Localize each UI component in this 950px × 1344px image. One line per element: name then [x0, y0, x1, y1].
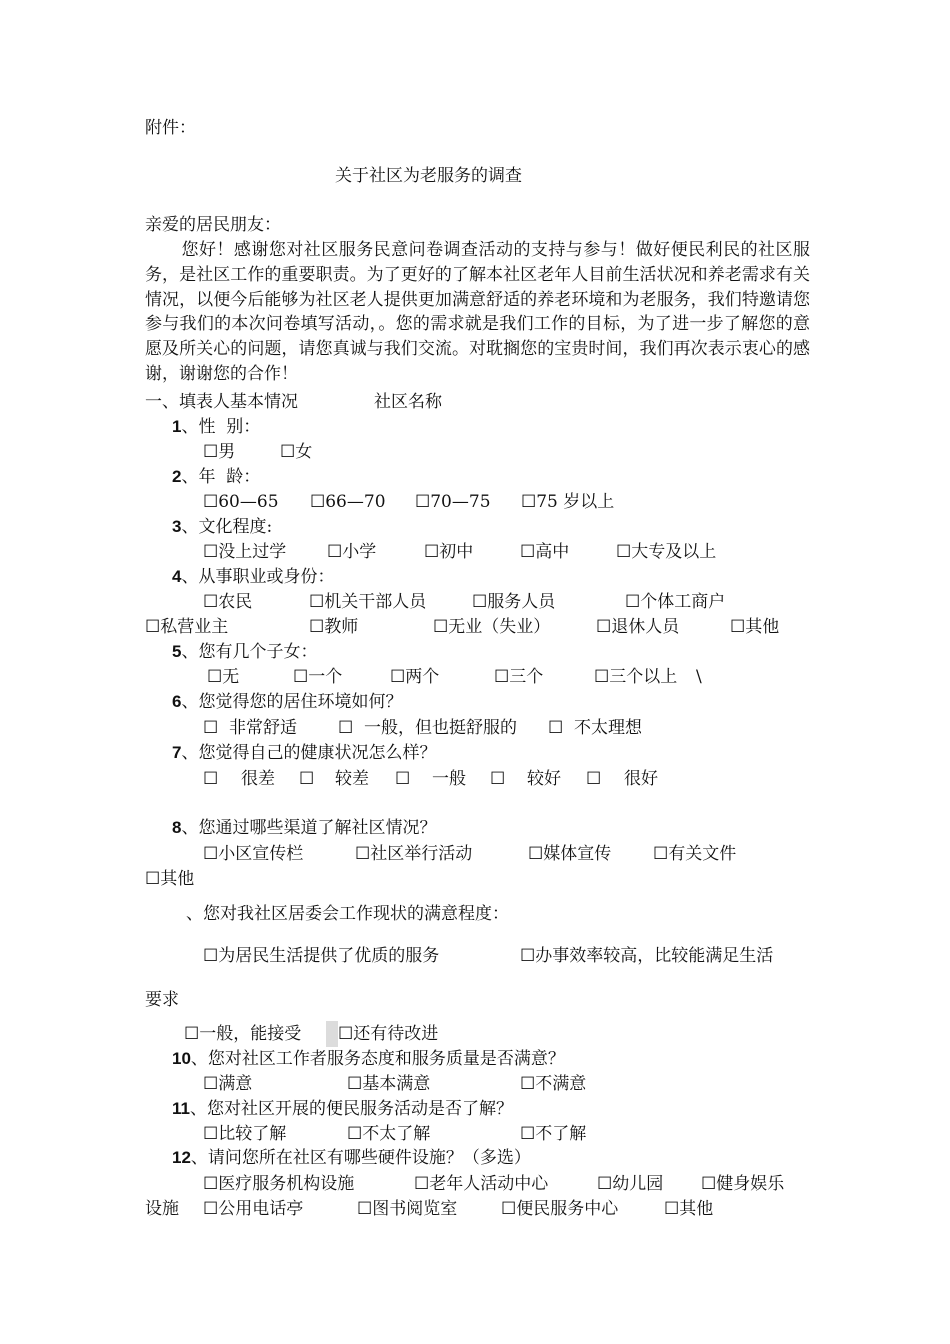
- q9-option-4[interactable]: ☐还有待改进: [338, 1024, 439, 1044]
- q5-option-3[interactable]: ☐两个: [390, 667, 440, 687]
- q4-option-5[interactable]: ☐私营业主: [145, 617, 229, 637]
- q4-label: 、从事职业或身份：: [181, 567, 335, 587]
- q7-number: 7: [172, 743, 182, 762]
- page-title: 关于社区为老服务的调查: [335, 166, 522, 186]
- q2-number: 2: [172, 467, 182, 486]
- q11-option-2[interactable]: ☐不太了解: [347, 1124, 431, 1144]
- q12-option-4-continued: 设施: [145, 1199, 179, 1219]
- q2-question: [172, 465, 260, 489]
- q10-number: 10: [172, 1049, 191, 1068]
- q11-number: 11: [172, 1099, 190, 1118]
- q2-label: 、年 龄：: [181, 467, 261, 487]
- q11-option-3[interactable]: ☐不了解: [520, 1124, 587, 1144]
- q5-label: 、您有几个子女：: [181, 642, 318, 662]
- q2-option-3[interactable]: ☐70—75: [415, 492, 491, 512]
- q7-option-5: 很好: [624, 769, 658, 789]
- q3-number: 3: [172, 517, 182, 536]
- q4-option-6[interactable]: ☐教师: [309, 617, 359, 637]
- q9-question: 、您对我社区居委会工作现状的满意程度：: [186, 904, 509, 924]
- q4-number: 4: [172, 567, 182, 586]
- q6-question: [172, 690, 402, 714]
- q3-option-4[interactable]: ☐高中: [520, 542, 570, 562]
- q12-option-5[interactable]: ☐公用电话亭: [203, 1199, 304, 1219]
- q12-option-7[interactable]: ☐便民服务中心: [501, 1199, 619, 1219]
- q7-question: [172, 741, 436, 765]
- q7-checkbox-2[interactable]: ☐: [299, 769, 315, 789]
- q3-option-5[interactable]: ☐大专及以上: [616, 542, 717, 562]
- q12-option-6[interactable]: ☐图书阅览室: [357, 1199, 458, 1219]
- q6-option-1[interactable]: ☐ 非常舒适: [203, 718, 298, 738]
- q3-question: [172, 515, 272, 539]
- q2-option-4[interactable]: ☐75 岁以上: [521, 492, 615, 512]
- q8-option-4[interactable]: ☐有关文件: [653, 844, 737, 864]
- q12-question: [172, 1146, 531, 1170]
- q4-option-1[interactable]: ☐农民: [203, 592, 253, 612]
- q11-label: 、您对社区开展的便民服务活动是否了解？: [189, 1099, 513, 1119]
- q4-option-8[interactable]: ☐退休人员: [596, 617, 680, 637]
- q4-option-4[interactable]: ☐个体工商户: [625, 592, 726, 612]
- q4-question: [172, 565, 334, 589]
- q4-option-7[interactable]: ☐无业（失业）: [433, 617, 551, 637]
- q11-option-1[interactable]: ☐比较了解: [203, 1124, 287, 1144]
- q7-checkbox-3[interactable]: ☐: [395, 769, 411, 789]
- q11-question: [172, 1097, 513, 1121]
- q7-option-3: 一般: [432, 769, 466, 789]
- q6-option-3[interactable]: ☐ 不太理想: [548, 718, 643, 738]
- q7-label: 、您觉得自己的健康状况怎么样？: [181, 743, 437, 763]
- q7-checkbox-5[interactable]: ☐: [586, 769, 602, 789]
- q5-option-1[interactable]: ☐无: [207, 667, 240, 687]
- q8-option-2[interactable]: ☐社区举行活动: [355, 844, 473, 864]
- highlight-mark: [326, 1021, 338, 1047]
- q7-option-1: 很差: [241, 769, 275, 789]
- greeting: 亲爱的居民朋友：: [145, 215, 281, 235]
- q12-label: 、请问您所在社区有哪些硬件设施？（多选）: [190, 1148, 531, 1168]
- q10-label: 、您对社区工作者服务态度和服务质量是否满意？: [190, 1049, 565, 1069]
- q2-option-1[interactable]: ☐60—65: [203, 492, 279, 512]
- q10-question: [172, 1047, 565, 1071]
- attachment-label: 附件：: [145, 118, 196, 138]
- intro-paragraph: [145, 238, 810, 387]
- q6-label: 、您觉得您的居住环境如何？: [181, 692, 403, 712]
- q8-option-3[interactable]: ☐媒体宣传: [528, 844, 612, 864]
- q12-number: 12: [172, 1148, 191, 1167]
- q10-option-1[interactable]: ☐满意: [203, 1074, 253, 1094]
- q8-option-5[interactable]: ☐其他: [145, 869, 195, 889]
- community-name-label: 社区名称: [374, 392, 442, 412]
- q5-option-5[interactable]: ☐三个以上: [594, 667, 678, 687]
- q6-option-2[interactable]: ☐ 一般，但也挺舒服的: [338, 718, 518, 738]
- q8-label: 、您通过哪些渠道了解社区情况？: [181, 818, 437, 838]
- q4-option-9[interactable]: ☐其他: [730, 617, 780, 637]
- q3-option-2[interactable]: ☐小学: [327, 542, 377, 562]
- q3-label: 、文化程度:: [181, 517, 273, 537]
- q9-option-3[interactable]: ☐一般，能接受: [184, 1024, 302, 1044]
- q12-option-1[interactable]: ☐医疗服务机构设施: [203, 1174, 355, 1194]
- q1-number: 1: [172, 417, 182, 436]
- q9-option-1[interactable]: ☐为居民生活提供了优质的服务: [203, 946, 440, 966]
- q12-option-3[interactable]: ☐幼儿园: [597, 1174, 664, 1194]
- q5-option-4[interactable]: ☐三个: [494, 667, 544, 687]
- q5-option-2[interactable]: ☐一个: [293, 667, 343, 687]
- q7-checkbox-4[interactable]: ☐: [490, 769, 506, 789]
- q10-option-2[interactable]: ☐基本满意: [347, 1074, 431, 1094]
- q1-option-male[interactable]: ☐男: [203, 442, 236, 462]
- q4-option-2[interactable]: ☐机关干部人员: [309, 592, 427, 612]
- q3-option-1[interactable]: ☐没上过学: [203, 542, 287, 562]
- q1-option-female[interactable]: ☐女: [280, 442, 313, 462]
- q8-number: 8: [172, 818, 182, 837]
- q1-question: [172, 415, 260, 439]
- q3-option-3[interactable]: ☐初中: [424, 542, 474, 562]
- q8-question: [172, 816, 436, 840]
- q7-option-2: 较差: [335, 769, 369, 789]
- q12-option-8[interactable]: ☐其他: [664, 1199, 714, 1219]
- q4-option-3[interactable]: ☐服务人员: [472, 592, 556, 612]
- intro-text: 您好！感谢您对社区服务民意问卷调查活动的支持与参与！做好便民利民的社区服务，是社区工作的重要职责。为了更好的了解本社区老年人目前生活状况和养老需求有关情况，以便今后能够为社区老人提供更加满意舒适的养老环境和为老服务，我们特邀请您参与我们的本次问卷填写活动，。您的需求就是我们工作的目标，为了进一步了解您的意愿及所关心的问题，请您真诚与我们交流。对耽搁您的宝贵时间，我们再次表示衷心的感谢，谢谢您的合作！: [145, 240, 810, 384]
- q6-number: 6: [172, 692, 182, 711]
- q7-checkbox-1[interactable]: ☐: [203, 769, 219, 789]
- q1-label: 、性 别：: [181, 417, 261, 437]
- q10-option-3[interactable]: ☐不满意: [520, 1074, 587, 1094]
- q5-backslash: \: [696, 667, 702, 687]
- q8-option-1[interactable]: ☐小区宣传栏: [203, 844, 304, 864]
- q9-option-2[interactable]: ☐办事效率较高，比较能满足生活: [520, 946, 774, 966]
- q5-number: 5: [172, 642, 182, 661]
- section1-heading: 一、填表人基本情况: [145, 392, 298, 412]
- q5-question: [172, 640, 317, 664]
- q12-option-2[interactable]: ☐老年人活动中心: [414, 1174, 549, 1194]
- q7-option-4: 较好: [527, 769, 561, 789]
- q9-option-2-continued: 要求: [145, 990, 179, 1010]
- q12-option-4[interactable]: ☐健身娱乐: [701, 1174, 785, 1194]
- q2-option-2[interactable]: ☐66—70: [310, 492, 386, 512]
